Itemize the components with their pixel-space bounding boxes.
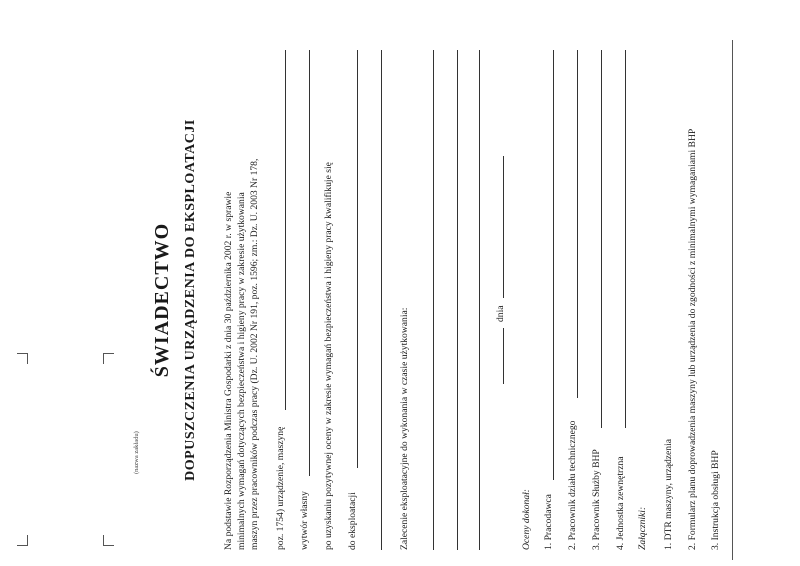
assessor-4-field[interactable]: [625, 50, 626, 428]
assessor-3: 3. Pracownik Służby BHP: [591, 449, 602, 550]
intro-line-4: poz. 1754) urządzenie, maszynę: [275, 426, 286, 550]
recommendations-line-2[interactable]: [457, 50, 458, 550]
assessor-1-field[interactable]: [553, 50, 554, 480]
assessor-3-field[interactable]: [601, 50, 602, 428]
exploitation-label: do eksploatacji: [347, 492, 358, 550]
intro-line-2: minimalnych wymagań dotyczących bezpieczeństwa i higieny pracy w zakresie użytkowania: [236, 192, 247, 550]
assessor-2-field[interactable]: [577, 50, 578, 398]
producer-field[interactable]: [309, 50, 310, 476]
stamp-corner-top-left: [17, 535, 28, 546]
document-title: ŚWIADECTWO: [151, 222, 173, 378]
exploitation-field[interactable]: [357, 50, 358, 468]
certificate-form: [5, 40, 730, 560]
stamp-corner-bottom-left: [103, 535, 114, 546]
assessor-4: 4. Jednostka zewnętrzna: [615, 456, 626, 550]
recommendations-line-1[interactable]: [433, 50, 434, 550]
attachment-1: 1. DTR maszyny, urządzenia: [663, 439, 674, 550]
intro-line-3: maszyn przez pracowników podczas pracy (Dz. U. 2002 Nr 191, poz. 1596; zm.: Dz. U. 2003 Nr 178,: [249, 158, 260, 550]
producer-label: wytwór własny: [299, 491, 310, 550]
recommendations-label: Zalecenie eksploatacyjne do wykonania w czasie użytkowania:: [399, 307, 410, 550]
recommendations-line-3[interactable]: [479, 50, 480, 550]
positive-assessment-text: po uzyskaniu pozytywnej oceny w zakresie wymagań bezpieczeństwa i higieny pracy kwalifikuje się: [323, 162, 334, 550]
stamp-corner-top-right: [17, 353, 28, 364]
page-border: [732, 40, 733, 560]
document-subtitle: DOPUSZCZENIA URZĄDZENIA DO EKSPLOATACJI: [183, 119, 198, 481]
assessor-1: 1. Pracodawca: [543, 494, 554, 550]
assessor-2: 2. Pracownik działu technicznego: [567, 420, 578, 550]
attachment-2: 2. Formularz planu doprowadzenia maszyny lub urządzenia do zgodności z minimalnymi wymaganiami BHP: [687, 128, 698, 550]
attachments-label: Załączniki:: [637, 506, 648, 550]
date-label: dnia: [495, 305, 506, 322]
blank-line-1[interactable]: [381, 50, 382, 550]
intro-line-1: Na podstawie Rozporządzenia Ministra Gospodarki z dnia 30 października 2002 r. w sprawie: [223, 191, 234, 550]
device-name-field[interactable]: [285, 50, 286, 410]
stamp-corner-bottom-right: [103, 353, 114, 364]
assessment-label: Oceny dokonał:: [521, 488, 532, 550]
place-field[interactable]: [503, 328, 504, 384]
date-field[interactable]: [503, 156, 504, 298]
company-name-caption: (nazwa zakładu): [133, 431, 140, 474]
attachment-3: 3. Instrukcja obsługi BHP: [710, 450, 721, 550]
